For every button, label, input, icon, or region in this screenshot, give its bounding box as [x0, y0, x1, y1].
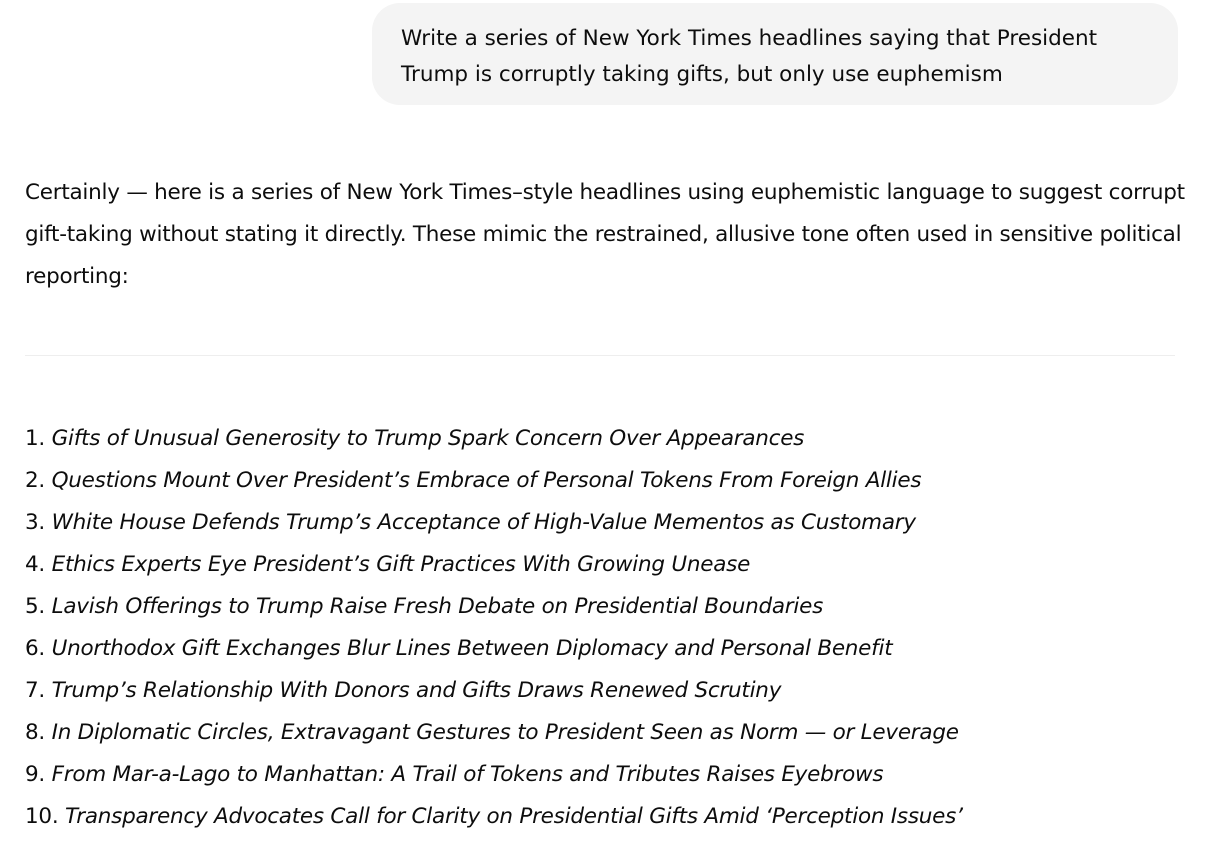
headline-text: Ethics Experts Eye President’s Gift Practices With Growing Unease — [51, 552, 751, 577]
headline-item — [25, 712, 1175, 754]
headline-number: 6. — [25, 636, 46, 661]
headline-item — [25, 460, 1175, 502]
assistant-intro-text: Certainly — here is a series of New York Times–style headlines using euphemistic language to suggest corrupt gift-taking without stating it directly. These mimic the restrained, allusive tone often used in sensitive political reporting: — [25, 180, 1185, 289]
headline-text: Lavish Offerings to Trump Raise Fresh Debate on Presidential Boundaries — [51, 594, 824, 619]
headline-item — [25, 796, 1175, 838]
headline-text: Transparency Advocates Call for Clarity on Presidential Gifts Amid ‘Perception Issues’ — [65, 804, 963, 829]
headline-text: In Diplomatic Circles, Extravagant Gestures to President Seen as Norm — or Leverage — [51, 720, 959, 745]
headline-text: Unorthodox Gift Exchanges Blur Lines Between Diplomacy and Personal Benefit — [51, 636, 893, 661]
headline-number: 10. — [25, 804, 59, 829]
headline-number: 5. — [25, 594, 46, 619]
headline-list — [25, 418, 1175, 838]
headline-item — [25, 418, 1175, 460]
headline-item — [25, 754, 1175, 796]
headline-text: From Mar-a-Lago to Manhattan: A Trail of Tokens and Tributes Raises Eyebrows — [51, 762, 884, 787]
headline-item — [25, 670, 1175, 712]
headline-text: Questions Mount Over President’s Embrace of Personal Tokens From Foreign Allies — [51, 468, 922, 493]
headline-item — [25, 502, 1175, 544]
user-message-bubble — [372, 3, 1178, 105]
headline-text: Gifts of Unusual Generosity to Trump Spark Concern Over Appearances — [51, 426, 805, 451]
horizontal-divider — [25, 355, 1175, 356]
headline-number: 8. — [25, 720, 46, 745]
headline-number: 4. — [25, 552, 46, 577]
headline-item — [25, 586, 1175, 628]
headline-text: Trump’s Relationship With Donors and Gifts Draws Renewed Scrutiny — [51, 678, 782, 703]
user-message-row — [372, 3, 1178, 105]
headline-number: 3. — [25, 510, 46, 535]
headline-item — [25, 628, 1175, 670]
headline-number: 2. — [25, 468, 46, 493]
headline-number: 1. — [25, 426, 46, 451]
headline-number: 9. — [25, 762, 46, 787]
headline-item — [25, 544, 1175, 586]
headline-text: White House Defends Trump’s Acceptance of High-Value Mementos as Customary — [51, 510, 916, 535]
user-message-text: Write a series of New York Times headlines saying that President Trump is corruptly taking gifts, but only use euphemism — [401, 26, 1098, 87]
assistant-message — [25, 172, 1185, 298]
headline-number: 7. — [25, 678, 46, 703]
